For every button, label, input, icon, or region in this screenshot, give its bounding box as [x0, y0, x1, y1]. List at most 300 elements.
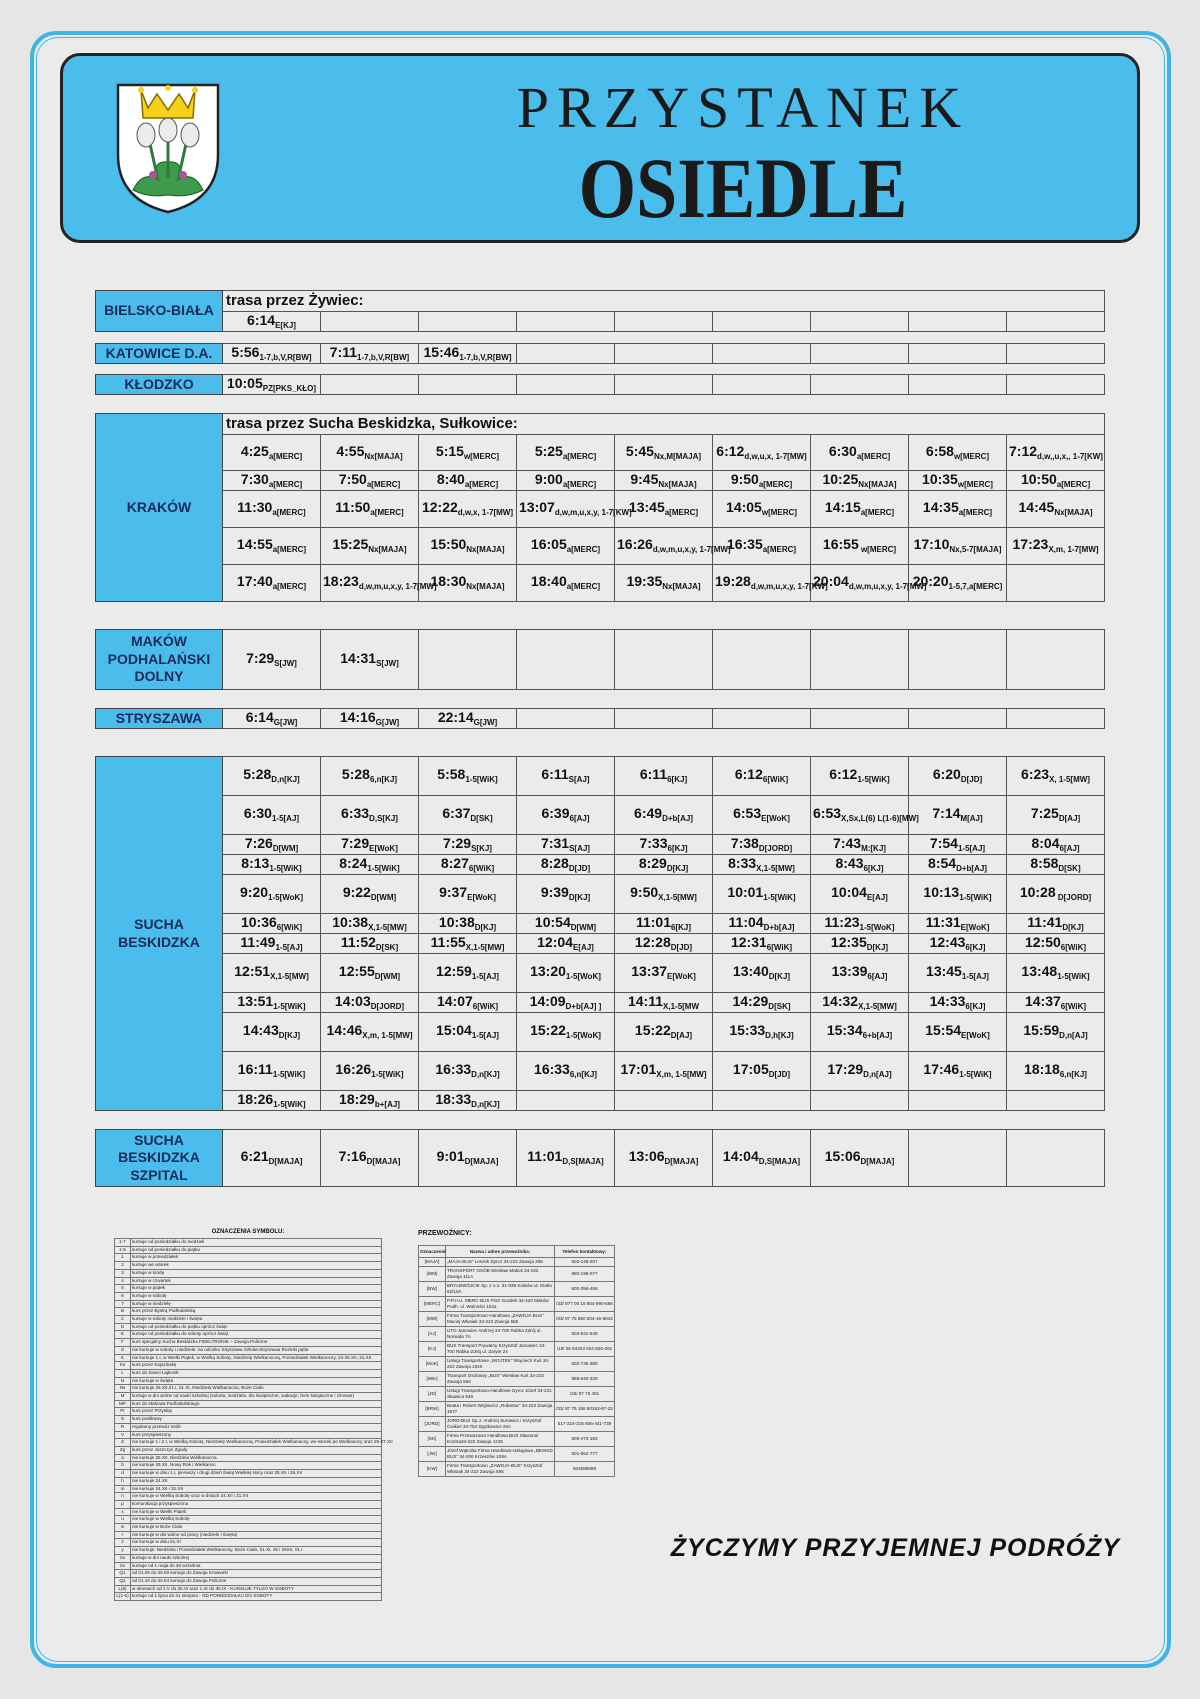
departure-note: 6+b[AJ] — [862, 1031, 893, 1041]
departure-time — [1007, 471, 1105, 491]
empty-cell — [321, 312, 419, 332]
departure-hour: 19:28 — [715, 573, 751, 590]
carrier-code: [WoK] — [419, 1357, 446, 1372]
departure-time — [1007, 796, 1105, 835]
departure-note: D,S[KJ] — [369, 814, 398, 824]
departure-note: S[JW] — [376, 658, 399, 668]
departure-time — [1007, 934, 1105, 954]
departure-hour: 6:23 — [1021, 766, 1050, 783]
departure-time — [321, 993, 419, 1013]
departure-time — [223, 565, 321, 602]
legend-description: kursuje w czwartek — [131, 1277, 382, 1285]
legend-description: nie kursuje 25.XII,01.I, 01.XI, Niedziela Wielkanocna, Boże Ciało — [131, 1385, 382, 1393]
destination-label: KRAKÓW — [96, 414, 223, 602]
departure-time — [1007, 835, 1105, 855]
departure-time — [909, 1013, 1007, 1052]
departure-hour: 5:25 — [534, 442, 563, 459]
legend-symbol: Ks — [115, 1362, 131, 1370]
departure-time — [811, 796, 919, 835]
departure-note: G[JW] — [375, 717, 400, 727]
carrier-code: [JD] — [419, 1387, 446, 1402]
departure-note: 6[KJ] — [671, 922, 692, 932]
departure-hour: 6:14 — [245, 708, 274, 725]
departure-hour: 7:29 — [443, 834, 472, 851]
departure-time — [419, 435, 517, 471]
departure-time — [223, 1013, 321, 1052]
legend-symbol: Zg — [115, 1446, 131, 1454]
departure-note: a[MERC] — [562, 451, 597, 461]
departure-note: 1-5,7,a[MERC] — [948, 582, 1003, 592]
legend-row — [115, 1462, 382, 1470]
legend-description: nie kursuje w Wielką Sobotę — [131, 1516, 382, 1524]
legend-symbol: S — [115, 1416, 131, 1424]
legend-row — [115, 1285, 382, 1293]
legend-description: nie kursuje w Wielką Sobotę oraz w dniach 24.XII i 31.XII — [131, 1493, 382, 1501]
departure-hour: 7:54 — [929, 834, 958, 851]
departure-note: d,w,m,u,x,y, 1-7[KW] — [750, 582, 828, 592]
departure-time — [517, 471, 615, 491]
departure-time — [223, 709, 321, 729]
departure-note: 1-5[WiK] — [273, 1001, 306, 1011]
carrier-name: P.P.H.U. MERC-BUS Piotr Guzdek 34-220 Maków Podh. ul. Wolności 102a — [446, 1297, 555, 1312]
departure-hour: 7:38 — [730, 834, 759, 851]
departure-hour: 11:01 — [635, 913, 672, 930]
departure-hour: 8:04 — [1031, 834, 1060, 851]
departure-hour: 20:04 — [813, 573, 849, 590]
departure-hour: 16:11 — [237, 1061, 273, 1078]
legend-row — [115, 1262, 382, 1270]
departure-note: d,w,m,u,x,y, 1-7[KW] — [554, 508, 632, 518]
departure-note: Nx[MAJA] — [662, 582, 701, 592]
legend-symbol: MP — [115, 1400, 131, 1408]
departure-time — [517, 1013, 615, 1052]
timetable-block — [95, 756, 1105, 1111]
departure-time — [223, 757, 321, 796]
departure-time — [419, 1013, 517, 1052]
empty-cell — [909, 375, 1007, 395]
departure-note: d,w,m,u,x,y, 1-7[MW] — [652, 545, 731, 555]
departure-time — [811, 934, 909, 954]
legend-row — [115, 1416, 382, 1424]
departure-time — [419, 471, 517, 491]
departure-hour: 13:51 — [237, 992, 274, 1009]
departure-note: D[KJ] — [666, 863, 689, 873]
legend-row — [115, 1423, 382, 1431]
empty-cell — [713, 1091, 811, 1111]
empty-cell — [517, 375, 615, 395]
legend-symbol: w — [115, 1524, 131, 1532]
carrier-phone: 880-196-077 — [555, 1267, 615, 1282]
legend-row — [115, 1570, 382, 1578]
departure-hour: 14:46 — [326, 1022, 363, 1039]
departure-note: a[MERC] — [860, 508, 895, 518]
departure-time — [223, 528, 321, 565]
departure-note: D[KJ] — [278, 1031, 301, 1041]
departure-hour: 7:31 — [541, 834, 570, 851]
departure-hour: 12:04 — [537, 933, 573, 950]
carrier-code: [JW] — [419, 1447, 446, 1462]
departure-note: D[JD] — [960, 775, 983, 785]
departure-time — [615, 796, 713, 835]
departure-note: D,n[KJ] — [471, 1070, 500, 1080]
departure-hour: 15:22 — [530, 1022, 566, 1039]
departure-note: w[MERC] — [953, 451, 990, 461]
carrier-name: JORD-BUS Sp.J. Andrzej Surowiec i Krzysztof Ćwikiel 34-754 Spytkowice 25A — [446, 1417, 555, 1432]
departure-note: S[KJ] — [471, 843, 492, 853]
departure-hour: 14:31 — [340, 649, 377, 666]
departure-note: 1-5[WiK] — [371, 1070, 404, 1080]
legend-row — [115, 1454, 382, 1462]
departure-note: a[MERC] — [272, 508, 306, 518]
route-note: trasa przez Sucha Beskidzka, Sułkowice: — [223, 414, 1105, 435]
departure-time — [909, 855, 1007, 875]
empty-cell — [517, 344, 615, 364]
departure-time — [713, 796, 811, 835]
legend-description: kurs przez Kojszówkę — [131, 1362, 382, 1370]
carriers-table — [418, 1245, 615, 1477]
departure-time — [615, 934, 713, 954]
departure-time — [615, 565, 713, 602]
carrier-code: [BRW] — [419, 1402, 446, 1417]
departure-hour: 8:33 — [728, 854, 757, 871]
empty-cell — [811, 312, 909, 332]
legend-description: nie kursuje 1 i 2.I, w Wielką Sobotę, Niedzielę Wielkanocną, Poniedziałek Wielkanocny, we wtorek po Wielkanocy oraz 25-27.XII — [131, 1439, 382, 1447]
legend-description: kurs do Makowa Podhalańskiego — [131, 1400, 382, 1408]
empty-cell — [811, 375, 909, 395]
departure-time — [713, 1013, 811, 1052]
departure-time — [1007, 491, 1105, 528]
departure-time — [223, 875, 321, 914]
departure-hour: 12:22 — [421, 499, 458, 516]
departure-time — [713, 875, 811, 914]
departure-time — [615, 1130, 713, 1187]
empty-cell — [615, 312, 713, 332]
departure-note: a[MERC] — [762, 545, 797, 555]
legend-symbol: 1 — [115, 1254, 131, 1262]
departure-note: 1-7,b,V,R[BW] — [357, 352, 410, 362]
legend-symbol: Ns — [115, 1385, 131, 1393]
departure-hour: 6:20 — [932, 766, 961, 783]
legend-description: nie kursuje 25.XII, Niedziela Wielkanocna — [131, 1454, 382, 1462]
destination-label: KŁODZKO — [96, 375, 223, 395]
departure-hour: 12:55 — [338, 963, 375, 980]
destination-label: SUCHA BESKIDZKA SZPITAL — [96, 1130, 223, 1187]
departure-time — [321, 757, 419, 796]
departure-hour: 14:33 — [929, 992, 966, 1009]
empty-cell — [713, 375, 811, 395]
departure-hour: 9:20 — [240, 884, 269, 901]
departure-time — [713, 757, 811, 796]
departure-time — [223, 835, 321, 855]
legend-description: kursuje w poniedziałek — [131, 1254, 382, 1262]
legend-row — [115, 1354, 382, 1362]
carrier-row — [419, 1417, 615, 1432]
departure-note: d,w,u,x, 1-7[MW] — [744, 451, 807, 461]
departure-hour: 8:43 — [835, 854, 864, 871]
carrier-code: [MAJA] — [419, 1258, 446, 1267]
departure-time — [517, 757, 615, 796]
departure-hour: 6:53 — [733, 805, 762, 822]
departure-note: D[JORD] — [758, 843, 793, 853]
legend-title: OZNACZENIA SYMBOLU: — [211, 1229, 285, 1235]
legend-description: kursuje w środę — [131, 1269, 382, 1277]
departure-note: a[MERC] — [566, 545, 601, 555]
empty-cell — [419, 312, 517, 332]
departure-hour: 9:22 — [342, 884, 371, 901]
empty-cell — [615, 709, 713, 729]
departure-note: D[MAJA] — [268, 1157, 303, 1167]
departure-note: 6,n[KJ] — [1059, 1070, 1087, 1080]
departure-note: D,S[MAJA] — [758, 1157, 801, 1167]
departure-time — [811, 875, 909, 914]
departure-hour: 5:58 — [437, 766, 466, 783]
destination-label: MAKÓW PODHALAŃSKI DOLNY — [96, 630, 223, 690]
empty-cell — [615, 1091, 713, 1111]
carrier-name: Usługi Transportowo-Handlowe Dyrcz Józef 34-221 Skawica 548 — [446, 1387, 555, 1402]
departure-hour: 7:14 — [932, 805, 961, 822]
departure-note: X,m, 1-5[MW] — [656, 1070, 707, 1080]
departure-hour: 8:54 — [928, 854, 957, 871]
departure-note: w[MERC] — [463, 451, 500, 461]
departure-time — [419, 528, 517, 565]
legend-description: kursuje w sobotę — [131, 1292, 382, 1300]
departure-hour: 11:50 — [335, 499, 371, 516]
departure-hour: 22:14 — [437, 708, 474, 725]
legend-description: kurs przez Juszczyn Zgudy — [131, 1446, 382, 1454]
departure-hour: 8:58 — [1030, 854, 1059, 871]
carrier-code: [AJ] — [419, 1327, 446, 1342]
empty-cell — [615, 344, 713, 364]
legend-description: nie kursuje w dniu 01.XI — [131, 1539, 382, 1547]
departure-time — [321, 934, 419, 954]
footer-greeting: ŻYCZYMY PRZYJEMNEJ PODRÓŻY — [670, 1534, 1120, 1562]
departure-hour: 13:45 — [628, 499, 665, 516]
carrier-name: BRYLBWÓJCIK Sp. z o.o. 31-039 Kraków ul. Dietla 62/10A — [446, 1282, 555, 1297]
departure-note: a[MERC] — [268, 451, 303, 461]
departure-hour: 11:52 — [340, 933, 376, 950]
carrier-row — [419, 1462, 615, 1477]
destination-label: BIELSKO-BIAŁA — [96, 291, 223, 332]
departure-time — [223, 435, 321, 471]
departure-note: G[JW] — [273, 717, 298, 727]
departure-hour: 18:30 — [430, 573, 467, 590]
departure-time — [517, 954, 615, 993]
departure-hour: 9:00 — [534, 470, 563, 487]
carrier-phone: 604-531-648 — [555, 1327, 615, 1342]
departure-note: D[WM] — [374, 972, 401, 982]
departure-time — [1007, 1052, 1105, 1091]
departure-hour: 10:35 — [922, 470, 958, 487]
empty-cell — [321, 375, 419, 395]
departure-time — [517, 528, 615, 565]
departure-note: 1-5[AJ] — [271, 814, 300, 824]
departure-hour: 11:30 — [237, 499, 273, 516]
departure-hour: 6:11 — [639, 766, 668, 783]
departure-hour: 15:46 — [423, 343, 460, 360]
departure-note: Nx[MAJA] — [1054, 508, 1093, 518]
departure-hour: 5:56 — [231, 343, 260, 360]
departure-hour: 14:11 — [627, 992, 664, 1009]
legend-symbol: p — [115, 1500, 131, 1508]
carriers-header: Telefon kontaktowy: — [555, 1246, 615, 1258]
empty-cell — [1007, 709, 1105, 729]
legend-row — [115, 1377, 382, 1385]
departure-time — [223, 855, 321, 875]
departure-note: D+b[AJ] ] — [565, 1001, 602, 1011]
empty-cell — [517, 1091, 615, 1111]
departure-note: b+[AJ] — [374, 1099, 400, 1109]
carrier-name: Firma Transportowo „ZAWOJA-BUS" Krzysztof Włosiak 34-222 Zawoja 556 — [446, 1462, 555, 1477]
departure-hour: 15:25 — [332, 536, 369, 553]
timetable-block — [95, 413, 1105, 602]
departure-time — [321, 491, 419, 528]
departure-hour: 10:38 — [438, 913, 475, 930]
carrier-code: [JORD] — [419, 1417, 446, 1432]
departure-note: 1-5[WoK] — [268, 893, 303, 903]
departure-hour: 12:43 — [929, 933, 966, 950]
legend-row — [115, 1308, 382, 1316]
departure-note: 1-5[WoK] — [565, 972, 601, 982]
departure-time — [321, 954, 419, 993]
departure-note: a[MERC] — [268, 479, 303, 489]
departure-note: a[MERC] — [664, 508, 699, 518]
departure-note: 6,n[KJ] — [569, 1070, 597, 1080]
empty-cell — [713, 630, 811, 690]
departure-note: D[SK] — [375, 942, 399, 952]
departure-time — [1007, 855, 1105, 875]
empty-cell — [811, 630, 909, 690]
departure-hour: 10:38 — [332, 913, 369, 930]
legend-description: kurs do Zawoi Lajkonik — [131, 1369, 382, 1377]
legend-description: kursuje od poniedziałku do niedzieli — [131, 1239, 382, 1247]
empty-cell — [1007, 312, 1105, 332]
legend-description: kursuje w soboty niedziele i święta — [131, 1316, 382, 1324]
departure-note: D[MAJA] — [464, 1157, 499, 1167]
departure-time — [419, 491, 517, 528]
departure-hour: 18:33 — [435, 1090, 472, 1107]
departure-time — [909, 757, 1007, 796]
departure-hour: 10:25 — [822, 470, 859, 487]
departure-note: E[AJ] — [572, 942, 594, 952]
departure-time — [517, 855, 615, 875]
legend-symbol: B — [115, 1308, 131, 1316]
departure-hour: 14:35 — [922, 499, 959, 516]
legend-symbol: h — [115, 1477, 131, 1485]
departure-hour: 11:41 — [1027, 913, 1063, 930]
departure-note: D+b[AJ] — [763, 922, 795, 932]
empty-cell — [811, 344, 909, 364]
departure-time — [321, 855, 419, 875]
legend-symbol: 5x — [115, 1562, 131, 1570]
departure-time — [811, 954, 909, 993]
departure-time — [223, 1052, 321, 1091]
departure-note: 1-5[AJ] — [471, 1031, 499, 1041]
departure-time — [811, 528, 909, 565]
departure-note: D[MAJA] — [860, 1157, 895, 1167]
legend-description: od 01.05 do 30.09 kursuje do Zawoja Krowiarki — [131, 1570, 382, 1578]
departure-note: E[WoK] — [961, 1031, 990, 1041]
departure-hour: 12:28 — [634, 933, 671, 950]
departure-time — [811, 565, 927, 602]
departure-note: 1-5[WiK] — [367, 863, 400, 873]
legend-description: nie kursuje w święta — [131, 1377, 382, 1385]
timetable-block — [95, 708, 1105, 729]
departure-hour: 13:07 — [519, 499, 555, 516]
departure-time — [811, 1052, 909, 1091]
departure-hour: 12:59 — [436, 963, 472, 980]
departure-time — [223, 934, 321, 954]
departure-time — [909, 835, 1007, 855]
departure-note: X,1-5[MW] — [658, 893, 697, 903]
departure-time — [321, 1091, 419, 1111]
departure-hour: 13:39 — [831, 963, 868, 980]
departure-time — [321, 796, 419, 835]
timetable-block — [95, 629, 1105, 690]
departure-note: d,w,m,u,x,y, 1-7[MW] — [848, 582, 927, 592]
carrier-name: Józef Wątroba Firma Handlowo-Usługowa „BESKID BUS" 34-206 Krzeszów 109A — [446, 1447, 555, 1462]
legend-symbol: L — [115, 1369, 131, 1377]
departure-note: X,1-5[MW] — [368, 922, 407, 932]
legend-row — [115, 1362, 382, 1370]
empty-cell — [713, 312, 811, 332]
legend-description: kurs przez Bystrą Podhalańską — [131, 1308, 382, 1316]
departure-hour: 14:16 — [339, 708, 376, 725]
carrier-row — [419, 1267, 615, 1282]
carriers-header: Oznaczenie: — [419, 1246, 446, 1258]
departure-hour: 17:40 — [236, 573, 273, 590]
destination-label: KATOWICE D.A. — [96, 344, 223, 364]
departure-note: X,Sx,L(6) L(1-6)[MW] — [841, 814, 919, 824]
departure-time — [615, 855, 713, 875]
empty-cell — [1007, 565, 1105, 602]
departure-time — [321, 1130, 419, 1187]
departure-hour: 8:40 — [436, 470, 465, 487]
departure-note: 1-5[WiK] — [272, 1070, 306, 1080]
page-title: PRZYSTANEK — [516, 75, 970, 140]
carrier-code: [MERC] — [419, 1297, 446, 1312]
departure-hour: 6:39 — [541, 805, 570, 822]
legend-symbol: Q1 — [115, 1570, 131, 1578]
empty-cell — [713, 344, 811, 364]
departure-hour: 10:01 — [727, 884, 764, 901]
departure-note: D,n[AJ] — [863, 1070, 892, 1080]
legend-description: nie kursuje w dniu 1.I, pierwszy i drugi dzień Świąt Wielkiej Nocy oraz 25.XII i 26.XII — [131, 1470, 382, 1478]
legend-row — [115, 1408, 382, 1416]
departure-time — [811, 757, 909, 796]
legend-symbol: u — [115, 1516, 131, 1524]
departure-note: X,1-5[MW — [663, 1001, 700, 1011]
carrier-phone: /33/ 87 75 186 50163-87-22 — [555, 1402, 615, 1417]
departure-note: 1-5[AJ] — [275, 942, 303, 952]
departure-note: Nx[MAJA] — [466, 582, 505, 592]
legend-row — [115, 1477, 382, 1485]
departure-note: E[AJ] — [866, 893, 888, 903]
legend-description: w okresach od 1.V do 30.VI oraz 1.IX do 30.IX - KURSUJE TYLKO W SOBOTY — [131, 1585, 382, 1593]
departure-note: a[MERC] — [958, 508, 993, 518]
departure-time — [909, 875, 1007, 914]
legend-symbol: 1-7 — [115, 1239, 131, 1247]
departure-note: X,1-5[MW] — [858, 1001, 897, 1011]
legend-description: kursuje od 1 maja do 30 września — [131, 1562, 382, 1570]
departure-time — [713, 528, 811, 565]
departure-note: D[SK] — [768, 1001, 791, 1011]
carrier-code: [KW] — [419, 1462, 446, 1477]
departure-hour: 5:45 — [625, 442, 654, 459]
departure-hour: 7:12 — [1009, 442, 1038, 459]
departure-time — [419, 835, 517, 855]
departure-hour: 8:28 — [540, 854, 569, 871]
legend-description: kurs specjalny Sucha Beskidzka FIDELTRONIK – Zawoja Policzne — [131, 1339, 382, 1347]
